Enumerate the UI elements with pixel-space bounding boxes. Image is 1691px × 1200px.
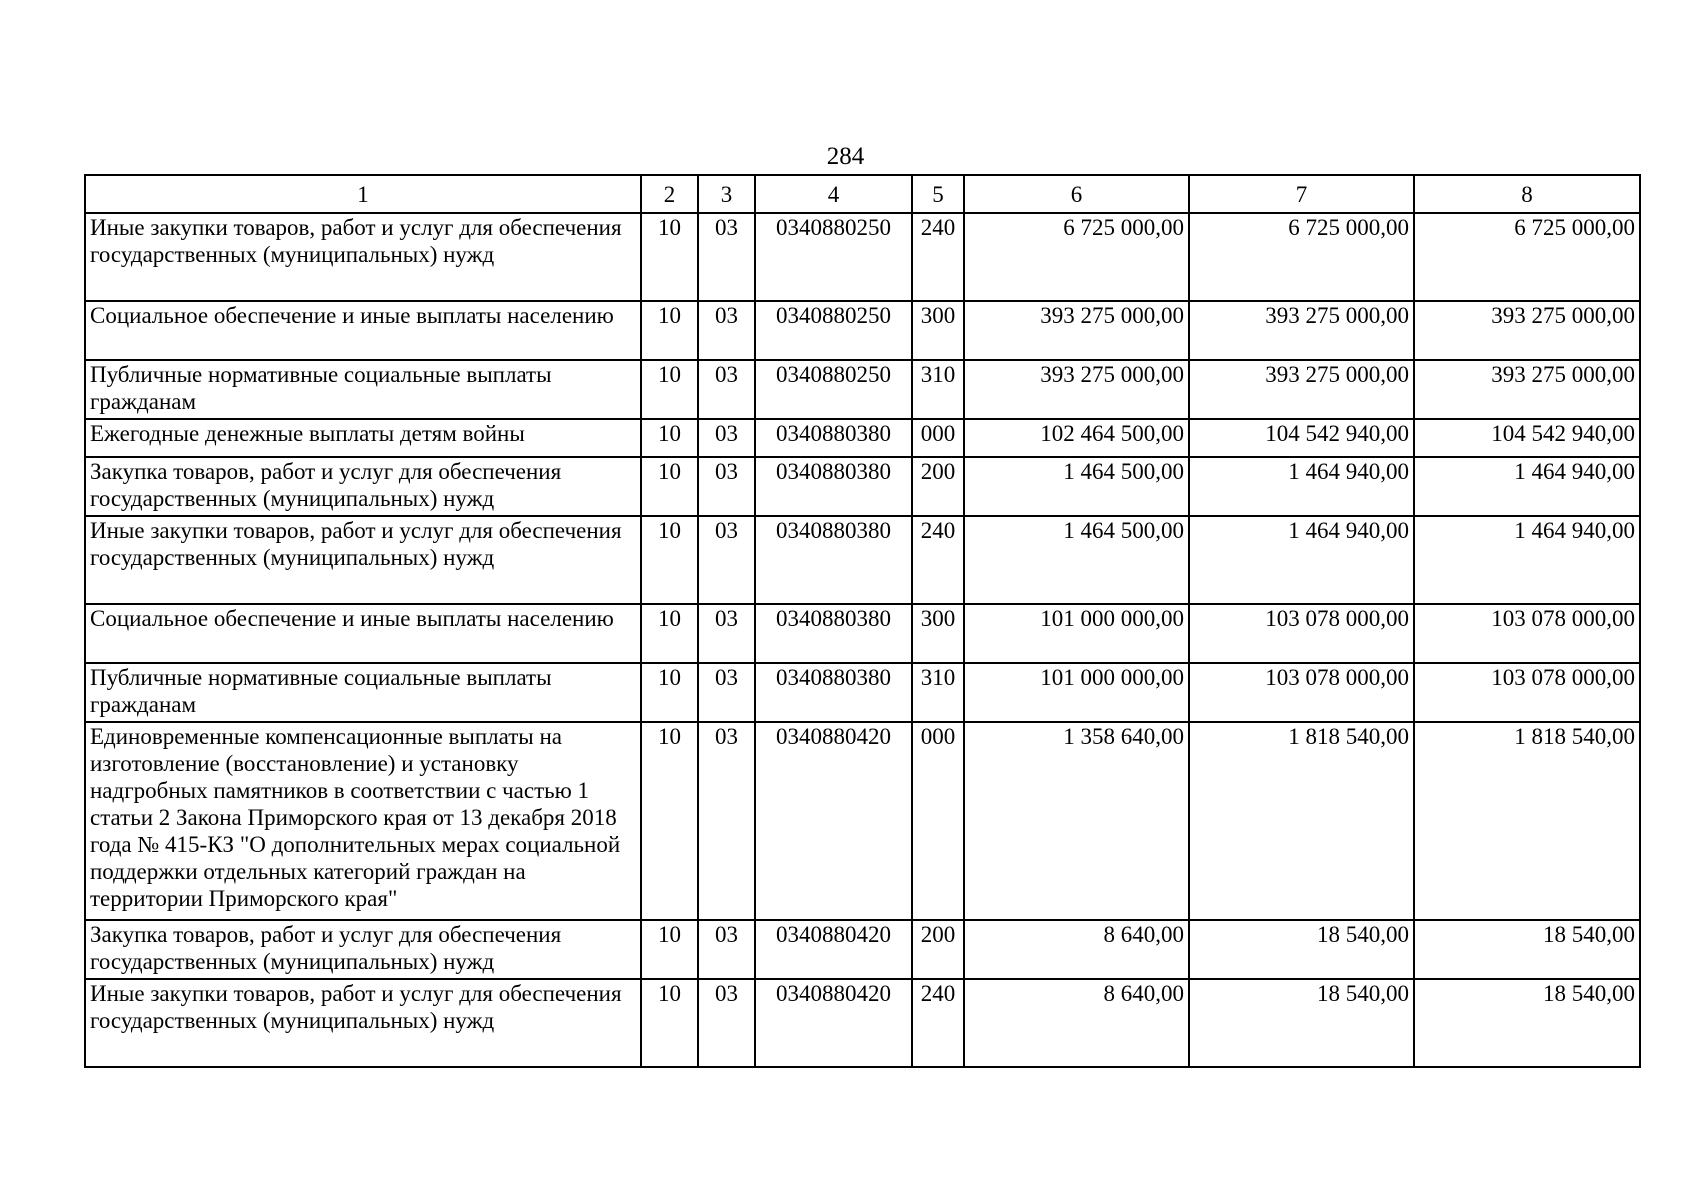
cell-amount-7: 1 464 940,00 bbox=[1189, 457, 1414, 516]
page-number: 284 bbox=[826, 143, 865, 170]
column-header-4: 4 bbox=[755, 175, 912, 213]
cell-amount-7: 1 818 540,00 bbox=[1189, 722, 1414, 920]
row-name: Публичные нормативные социальные выплаты гражданам bbox=[85, 360, 641, 419]
row-name: Ежегодные денежные выплаты детям войны bbox=[85, 419, 641, 457]
cell-amount-7: 393 275 000,00 bbox=[1189, 360, 1414, 419]
cell-section: 10 bbox=[641, 604, 698, 663]
cell-section: 10 bbox=[641, 979, 698, 1067]
row-name: Социальное обеспечение и иные выплаты населению bbox=[85, 301, 641, 360]
cell-amount-7: 6 725 000,00 bbox=[1189, 213, 1414, 301]
cell-subsection: 03 bbox=[698, 920, 755, 979]
cell-expense-type: 300 bbox=[912, 604, 964, 663]
cell-target-code: 0340880250 bbox=[755, 360, 912, 419]
cell-section: 10 bbox=[641, 663, 698, 722]
cell-amount-8: 18 540,00 bbox=[1414, 920, 1640, 979]
cell-amount-8: 104 542 940,00 bbox=[1414, 419, 1640, 457]
cell-amount-6: 6 725 000,00 bbox=[964, 213, 1189, 301]
cell-amount-8: 1 818 540,00 bbox=[1414, 722, 1640, 920]
cell-expense-type: 310 bbox=[912, 663, 964, 722]
cell-target-code: 0340880380 bbox=[755, 663, 912, 722]
column-header-1: 1 bbox=[85, 175, 641, 213]
cell-amount-6: 393 275 000,00 bbox=[964, 301, 1189, 360]
table-row bbox=[85, 722, 1640, 920]
table-row bbox=[85, 516, 1640, 604]
table-row bbox=[85, 457, 1640, 516]
column-header-5: 5 bbox=[912, 175, 964, 213]
cell-amount-8: 1 464 940,00 bbox=[1414, 516, 1640, 604]
cell-expense-type: 000 bbox=[912, 722, 964, 920]
cell-amount-8: 18 540,00 bbox=[1414, 979, 1640, 1067]
cell-amount-7: 104 542 940,00 bbox=[1189, 419, 1414, 457]
table-row bbox=[85, 604, 1640, 663]
cell-section: 10 bbox=[641, 722, 698, 920]
cell-amount-6: 393 275 000,00 bbox=[964, 360, 1189, 419]
header-row bbox=[85, 175, 1640, 213]
cell-expense-type: 300 bbox=[912, 301, 964, 360]
row-name: Закупка товаров, работ и услуг для обеспечения государственных (муниципальных) нужд bbox=[85, 920, 641, 979]
row-name: Иные закупки товаров, работ и услуг для обеспечения государственных (муниципальных) нужд bbox=[85, 979, 641, 1067]
cell-target-code: 0340880420 bbox=[755, 979, 912, 1067]
cell-expense-type: 200 bbox=[912, 457, 964, 516]
table-row bbox=[85, 213, 1640, 301]
cell-target-code: 0340880380 bbox=[755, 604, 912, 663]
cell-amount-8: 103 078 000,00 bbox=[1414, 663, 1640, 722]
cell-subsection: 03 bbox=[698, 604, 755, 663]
cell-amount-7: 103 078 000,00 bbox=[1189, 663, 1414, 722]
cell-amount-6: 8 640,00 bbox=[964, 920, 1189, 979]
row-name: Иные закупки товаров, работ и услуг для обеспечения государственных (муниципальных) нужд bbox=[85, 213, 641, 301]
cell-amount-6: 102 464 500,00 bbox=[964, 419, 1189, 457]
cell-expense-type: 240 bbox=[912, 516, 964, 604]
cell-subsection: 03 bbox=[698, 722, 755, 920]
row-name: Социальное обеспечение и иные выплаты населению bbox=[85, 604, 641, 663]
cell-subsection: 03 bbox=[698, 663, 755, 722]
cell-amount-8: 1 464 940,00 bbox=[1414, 457, 1640, 516]
column-header-3: 3 bbox=[698, 175, 755, 213]
cell-subsection: 03 bbox=[698, 301, 755, 360]
column-header-2: 2 bbox=[641, 175, 698, 213]
column-header-6: 6 bbox=[964, 175, 1189, 213]
cell-amount-7: 393 275 000,00 bbox=[1189, 301, 1414, 360]
cell-amount-6: 1 464 500,00 bbox=[964, 516, 1189, 604]
row-name: Публичные нормативные социальные выплаты гражданам bbox=[85, 663, 641, 722]
cell-amount-8: 393 275 000,00 bbox=[1414, 360, 1640, 419]
cell-section: 10 bbox=[641, 360, 698, 419]
cell-amount-6: 101 000 000,00 bbox=[964, 604, 1189, 663]
cell-expense-type: 000 bbox=[912, 419, 964, 457]
cell-section: 10 bbox=[641, 457, 698, 516]
cell-amount-6: 1 464 500,00 bbox=[964, 457, 1189, 516]
cell-section: 10 bbox=[641, 213, 698, 301]
cell-expense-type: 240 bbox=[912, 213, 964, 301]
cell-section: 10 bbox=[641, 920, 698, 979]
table-row bbox=[85, 301, 1640, 360]
cell-subsection: 03 bbox=[698, 516, 755, 604]
cell-amount-7: 1 464 940,00 bbox=[1189, 516, 1414, 604]
row-name: Иные закупки товаров, работ и услуг для обеспечения государственных (муниципальных) нужд bbox=[85, 516, 641, 604]
cell-target-code: 0340880250 bbox=[755, 301, 912, 360]
table-row bbox=[85, 920, 1640, 979]
cell-amount-6: 1 358 640,00 bbox=[964, 722, 1189, 920]
cell-amount-7: 103 078 000,00 bbox=[1189, 604, 1414, 663]
cell-expense-type: 310 bbox=[912, 360, 964, 419]
cell-target-code: 0340880380 bbox=[755, 516, 912, 604]
cell-target-code: 0340880420 bbox=[755, 920, 912, 979]
column-header-7: 7 bbox=[1189, 175, 1414, 213]
table-row bbox=[85, 360, 1640, 419]
cell-section: 10 bbox=[641, 516, 698, 604]
cell-subsection: 03 bbox=[698, 360, 755, 419]
cell-amount-8: 103 078 000,00 bbox=[1414, 604, 1640, 663]
cell-amount-8: 6 725 000,00 bbox=[1414, 213, 1640, 301]
budget-table bbox=[84, 174, 1641, 1068]
cell-target-code: 0340880380 bbox=[755, 457, 912, 516]
cell-expense-type: 200 bbox=[912, 920, 964, 979]
cell-amount-7: 18 540,00 bbox=[1189, 979, 1414, 1067]
cell-target-code: 0340880420 bbox=[755, 722, 912, 920]
cell-subsection: 03 bbox=[698, 213, 755, 301]
cell-subsection: 03 bbox=[698, 979, 755, 1067]
cell-subsection: 03 bbox=[698, 419, 755, 457]
table-row bbox=[85, 419, 1640, 457]
cell-section: 10 bbox=[641, 301, 698, 360]
cell-subsection: 03 bbox=[698, 457, 755, 516]
cell-expense-type: 240 bbox=[912, 979, 964, 1067]
cell-amount-7: 18 540,00 bbox=[1189, 920, 1414, 979]
row-name: Закупка товаров, работ и услуг для обеспечения государственных (муниципальных) нужд bbox=[85, 457, 641, 516]
cell-amount-8: 393 275 000,00 bbox=[1414, 301, 1640, 360]
column-header-8: 8 bbox=[1414, 175, 1640, 213]
cell-section: 10 bbox=[641, 419, 698, 457]
row-name: Единовременные компенсационные выплаты на изготовление (восстановление) и установку надгробных памятников в соответствии с частью 1 статьи 2 Закона Приморского края от 13 декабря 2018 года № 415-КЗ "О дополнительных мерах социальной поддержки отдельных категорий граждан на территории Приморского края" bbox=[85, 722, 641, 920]
cell-target-code: 0340880250 bbox=[755, 213, 912, 301]
cell-target-code: 0340880380 bbox=[755, 419, 912, 457]
table-row bbox=[85, 979, 1640, 1067]
table-row bbox=[85, 663, 1640, 722]
cell-amount-6: 101 000 000,00 bbox=[964, 663, 1189, 722]
cell-amount-6: 8 640,00 bbox=[964, 979, 1189, 1067]
